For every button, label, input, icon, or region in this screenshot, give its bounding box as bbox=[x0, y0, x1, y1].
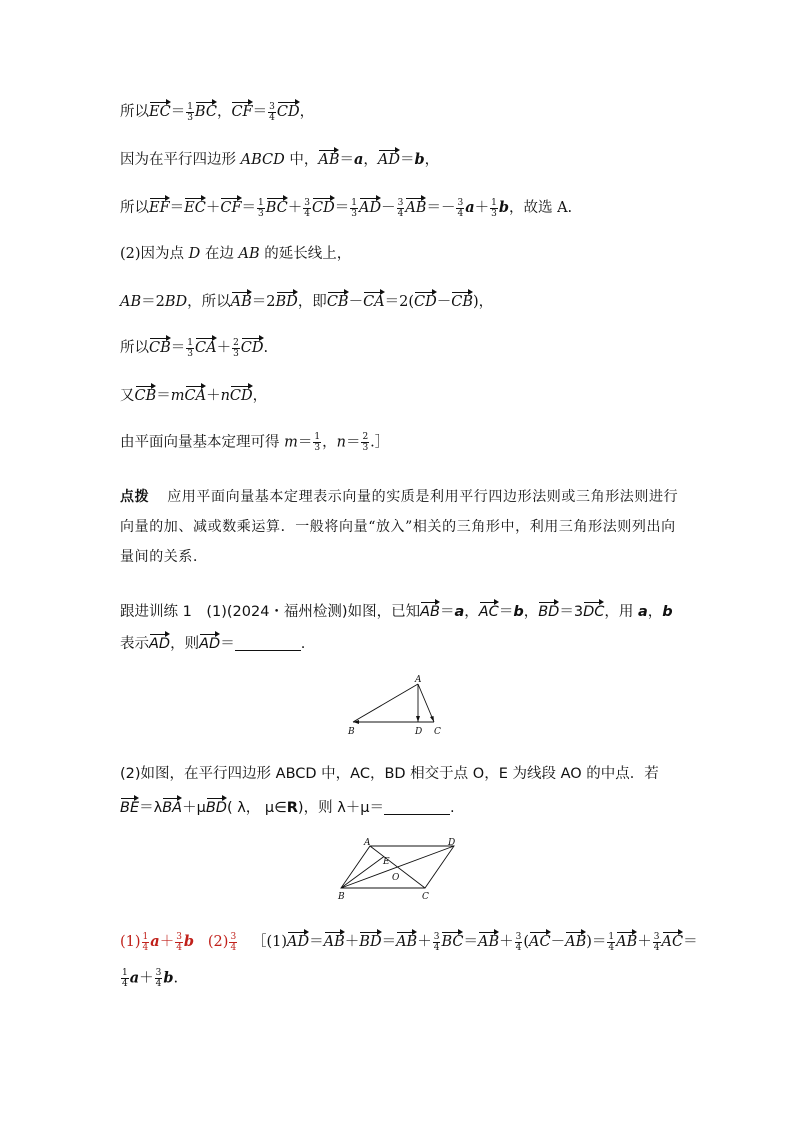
answer-key: (1) $\frac{1}{4}$ a＋ $\frac{3}{4}$ b (2) $\frac{3}{4}$ bbox=[120, 931, 237, 953]
solution-line-2: 因为在平行四边形 ABCD 中，AB＝a，AD＝b， bbox=[120, 148, 439, 170]
vector-ad: AD bbox=[149, 632, 170, 652]
solution-line-4: (2)因为点 D 在边 AB 的延长线上， bbox=[120, 246, 352, 262]
point-label-d: D bbox=[415, 727, 423, 737]
vector-ec: EC bbox=[149, 100, 171, 120]
fraction: $\frac{1}{3}$ bbox=[314, 432, 321, 453]
vector-ad: AD bbox=[359, 196, 381, 216]
vector-cb: CB bbox=[451, 290, 473, 310]
vector-ac: AC bbox=[529, 930, 551, 950]
answer-blank bbox=[235, 636, 301, 651]
solution-line-3: 所以EF＝EC＋CF＝ $\frac{1}{3}$ BC＋ $\frac{3}{4}$ CD＝ $\frac{1}{3}$ AD－ $\frac{3}{4}$ AB＝－ $\frac{3}{4}$ a＋ $\frac{1}{3}$ b，故选 A. bbox=[120, 197, 573, 219]
point-label-a: A bbox=[415, 675, 422, 685]
vector-ab: AB bbox=[478, 930, 499, 950]
segment-ab bbox=[353, 684, 418, 722]
fraction: $\frac{1}{3}$ bbox=[491, 197, 497, 219]
point-label-a: A bbox=[364, 838, 371, 848]
fraction: $\frac{3}{4}$ bbox=[269, 101, 275, 123]
solution-line-7: 又CB＝mCA＋nCD， bbox=[120, 384, 267, 406]
vector-ab: AB bbox=[616, 930, 637, 950]
segment-be bbox=[341, 857, 384, 889]
vector-ec: EC bbox=[184, 196, 206, 216]
fraction: $\frac{1}{3}$ bbox=[187, 101, 193, 123]
vector-cb: CB bbox=[327, 290, 349, 310]
vector-ba: BA bbox=[162, 796, 182, 816]
vector-cd: CD bbox=[241, 336, 264, 356]
solution-line-5: AB＝2BD，所以AB＝2BD，即CB－CA＝2(CD－CB)， bbox=[120, 290, 493, 312]
exercise-2-line-1: (2)如图，在平行四边形 ABCD 中，AC，BD 相交于点 O，E 为线段 AO 的中点．若 bbox=[120, 766, 659, 782]
vector-ca: CA bbox=[363, 290, 385, 310]
vector-ab: AB bbox=[318, 148, 339, 168]
answer-line-2: $\frac{1}{4}$ a＋ $\frac{3}{4}$ b. bbox=[122, 968, 179, 989]
vector-cf: CF bbox=[220, 196, 241, 216]
solution-line-6: 所以CB＝ $\frac{1}{3}$ CA＋ $\frac{2}{3}$ CD. bbox=[120, 337, 269, 359]
point-label-c: C bbox=[434, 727, 441, 737]
vector-ad: AD bbox=[378, 148, 400, 168]
solution-line-8: 由平面向量基本定理可得 m＝ $\frac{1}{3}$ ，n＝ $\frac{2}{3}$ .］ bbox=[120, 432, 390, 453]
vector-ab: AB bbox=[420, 600, 440, 620]
vector-bd: BD bbox=[538, 600, 559, 620]
arrow-head-c bbox=[430, 716, 434, 722]
answer-line-1: (1) $\frac{1}{4}$ a＋ $\frac{3}{4}$ b (2) $\frac{3}{4}$ ［(1)AD＝AB＋BD＝AB＋ $\frac{3}{4}$ BC＝AB＋ $\frac{3}{4}$ (AC－AB)＝ $\frac{1}{4}$ AB＋ $\frac{3}{4}$ AC＝ bbox=[120, 931, 698, 953]
vector-cd: CD bbox=[277, 100, 300, 120]
segment-ac bbox=[418, 684, 434, 722]
point-label-e: E bbox=[383, 857, 390, 867]
exercise-2-line-2: BE＝λBA＋μBD( λ， μ∈R)，则 λ＋μ＝ . bbox=[120, 796, 455, 818]
vector-bc: BC bbox=[441, 930, 463, 950]
fraction: $\frac{3}{4}$ bbox=[653, 931, 660, 953]
fraction: $\frac{1}{3}$ bbox=[187, 337, 193, 359]
point-label-c: C bbox=[422, 892, 429, 902]
vector-cb: CB bbox=[149, 336, 171, 356]
vector-cb: CB bbox=[135, 384, 157, 404]
vector-ca: CA bbox=[185, 384, 207, 404]
vector-be: BE bbox=[120, 796, 139, 816]
vector-cd: CD bbox=[414, 290, 437, 310]
vector-bc: BC bbox=[266, 196, 288, 216]
fraction: $\frac{3}{4}$ bbox=[433, 931, 440, 953]
vector-ab: AB bbox=[324, 930, 345, 950]
fraction: $\frac{1}{4}$ bbox=[608, 931, 615, 953]
point-label-b: B bbox=[348, 727, 355, 737]
fraction: $\frac{3}{4}$ bbox=[457, 197, 464, 219]
answer-blank bbox=[384, 800, 450, 815]
vector-ab: AB bbox=[231, 290, 252, 310]
point-label-d: D bbox=[448, 838, 456, 848]
vector-ab: AB bbox=[565, 930, 586, 950]
fraction: $\frac{2}{3}$ bbox=[362, 432, 369, 453]
vector-cd: CD bbox=[312, 196, 335, 216]
vector-ca: CA bbox=[195, 336, 217, 356]
vector-cf: CF bbox=[231, 100, 252, 120]
fraction: $\frac{1}{3}$ bbox=[258, 197, 264, 219]
tip-text: 应用平面向量基本定理表示向量的实质是利用平行四边形法则或三角形法则进行向量的加、减或数乘运算．一般将向量“放入”相关的三角形中，利用三角形法则列出向量间的关系． bbox=[120, 489, 679, 565]
vector-ab: AB bbox=[405, 196, 426, 216]
vector-cd: CD bbox=[230, 384, 253, 404]
tip-paragraph bbox=[120, 482, 680, 572]
vector-ab: AB bbox=[396, 930, 417, 950]
fraction: $\frac{3}{4}$ bbox=[155, 968, 162, 989]
vector-ef: EF bbox=[149, 196, 170, 216]
vector-ac: AC bbox=[662, 930, 684, 950]
fraction: $\frac{3}{4}$ bbox=[515, 931, 522, 953]
vector-ac: AC bbox=[479, 600, 499, 620]
exercise-1-line-1: 跟进训练 1 (1)(2024・福州检测)如图，已知AB＝a，AC＝b，BD＝3DC，用 a，b bbox=[120, 600, 673, 622]
vector-bc: BC bbox=[195, 100, 217, 120]
fraction: $\frac{3}{4}$ bbox=[304, 197, 310, 219]
vector-ad: AD bbox=[287, 930, 309, 950]
vector-bd: BD bbox=[206, 796, 227, 816]
vector-bd: BD bbox=[359, 930, 381, 950]
fraction: $\frac{1}{3}$ bbox=[351, 197, 357, 219]
fraction: $\frac{3}{4}$ bbox=[397, 197, 404, 219]
parallelogram-figure bbox=[330, 834, 465, 904]
arrow-head-d bbox=[416, 716, 420, 722]
vector-dc: DC bbox=[583, 600, 604, 620]
point-label-o: O bbox=[392, 873, 400, 883]
exercise-1-line-2: 表示AD，则AD＝ . bbox=[120, 632, 305, 654]
point-label-b: B bbox=[338, 892, 345, 902]
fraction: $\frac{1}{4}$ bbox=[122, 968, 128, 989]
triangle-figure bbox=[340, 672, 450, 740]
vector-bd: BD bbox=[276, 290, 298, 310]
vector-ad: AD bbox=[199, 632, 220, 652]
solution-line-1: 所以EC＝ $\frac{1}{3}$ BC，CF＝ $\frac{3}{4}$ CD， bbox=[120, 101, 315, 123]
fraction: $\frac{2}{3}$ bbox=[233, 337, 239, 359]
tip-label: 点拨 bbox=[120, 489, 150, 505]
